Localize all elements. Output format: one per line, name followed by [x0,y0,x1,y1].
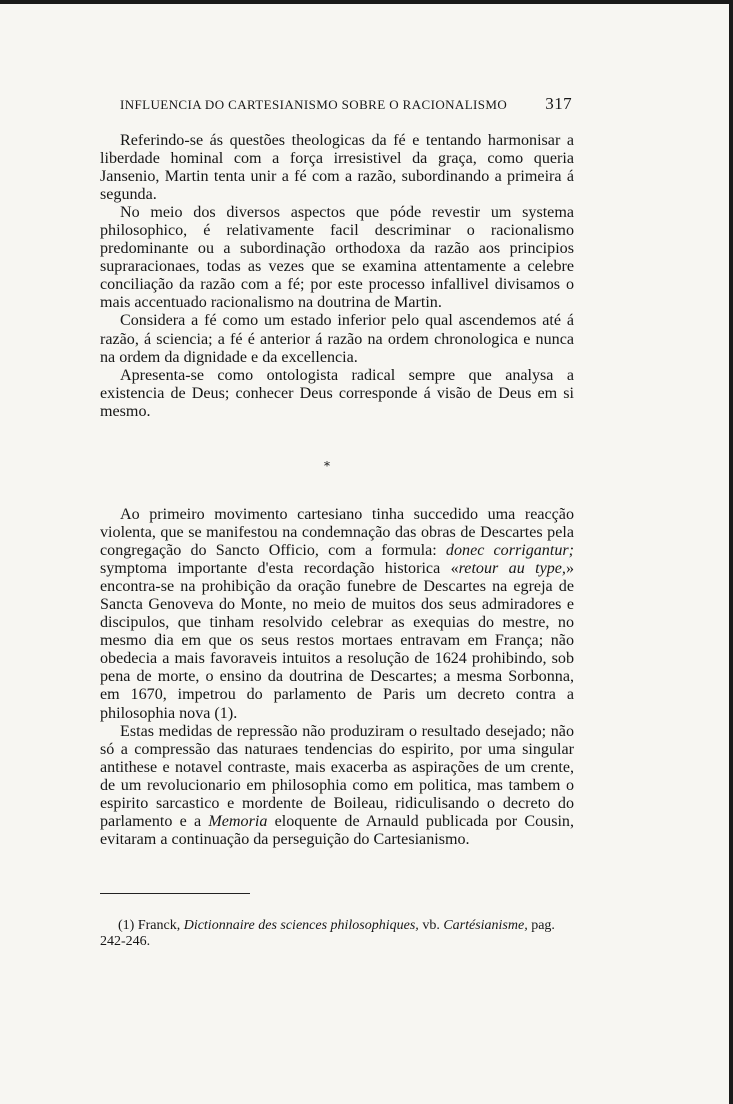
paragraph: Ao primeiro movimento cartesiano tinha succedido uma reacção violenta, que se manifestou na condemnação das obras de Descartes pela congregação do Sancto Officio, com a formula: donec corrigantur; symptoma importante d'esta recordação historica «retour au type,» encontra-se na prohibição da oração funebre de Descartes na egreja de Sancta Genoveva do Monte, no meio de muitos dos seus admiradores e discipulos, que tinham resolvido celebrar as exequias do mestre, no mesmo dia em que os seus restos mortaes entravam em França; não obedecia a mais favoraveis intuitos a resolução de 1624 prohibindo, sob pena de morte, o ensino da doutrina de Descartes; a mesma Sorbonna, em 1670, impetrou do parlamento de Paris um decreto contra a philosophia nova (1). [100,506,574,722]
paragraph: Apresenta-se como ontologista radical sempre que analysa a existencia de Deus; conhecer Deus corresponde á visão de Deus em si mesmo. [100,366,574,420]
running-title: INFLUENCIA DO CARTESIANISMO SOBRE O RACIONALISMO [120,97,508,112]
section-one-text [100,132,574,421]
section-separator: * [324,459,330,473]
section-two-text [100,506,574,849]
footnote: (1) Franck, Dictionnaire des sciences philosophiques, vb. Cartésianisme, pag. 242-246. [100,918,555,949]
paragraph: Considera a fé como um estado inferior pelo qual ascendemos até á razão, á sciencia; a fé é anterior á razão na ordem chronologica e nunca na ordem da dignidade e da excellencia. [100,312,574,366]
paragraph: Estas medidas de repressão não produziram o resultado desejado; não só a compressão das naturaes tendencias do espirito, por uma singular antithese e notavel contraste, mais exacerba as aspirações de um crente, de um revolucionario em philosophia como em politica, mas tambem o espirito sarcastico e mordente de Boileau, ridiculisando o decreto do parlamento e a Memoria eloquente de Arnauld publicada por Cousin, evitaram a continuação da perseguição do Cartesianismo. [100,722,574,848]
page-number: 317 [545,94,572,113]
paragraph: No meio dos diversos aspectos que póde revestir um systema philosophico, é relativamente facil descriminar o racionalismo predominante ou a subordinação orthodoxa da razão aos principios supraracionaes, todas as vezes que se examina attentamente a celebre conciliação da razão com a fé; por este processo infallivel divisamos o mais accentuado racionalismo na doutrina de Martin. [100,204,574,312]
footnote-rule [100,893,250,894]
paragraph: Referindo-se ás questões theologicas da fé e tentando harmonisar a liberdade hominal com a força irresistivel da graça, como queria Jansenio, Martin tenta unir a fé com a razão, subordinando a primeira á segunda. [100,132,574,204]
